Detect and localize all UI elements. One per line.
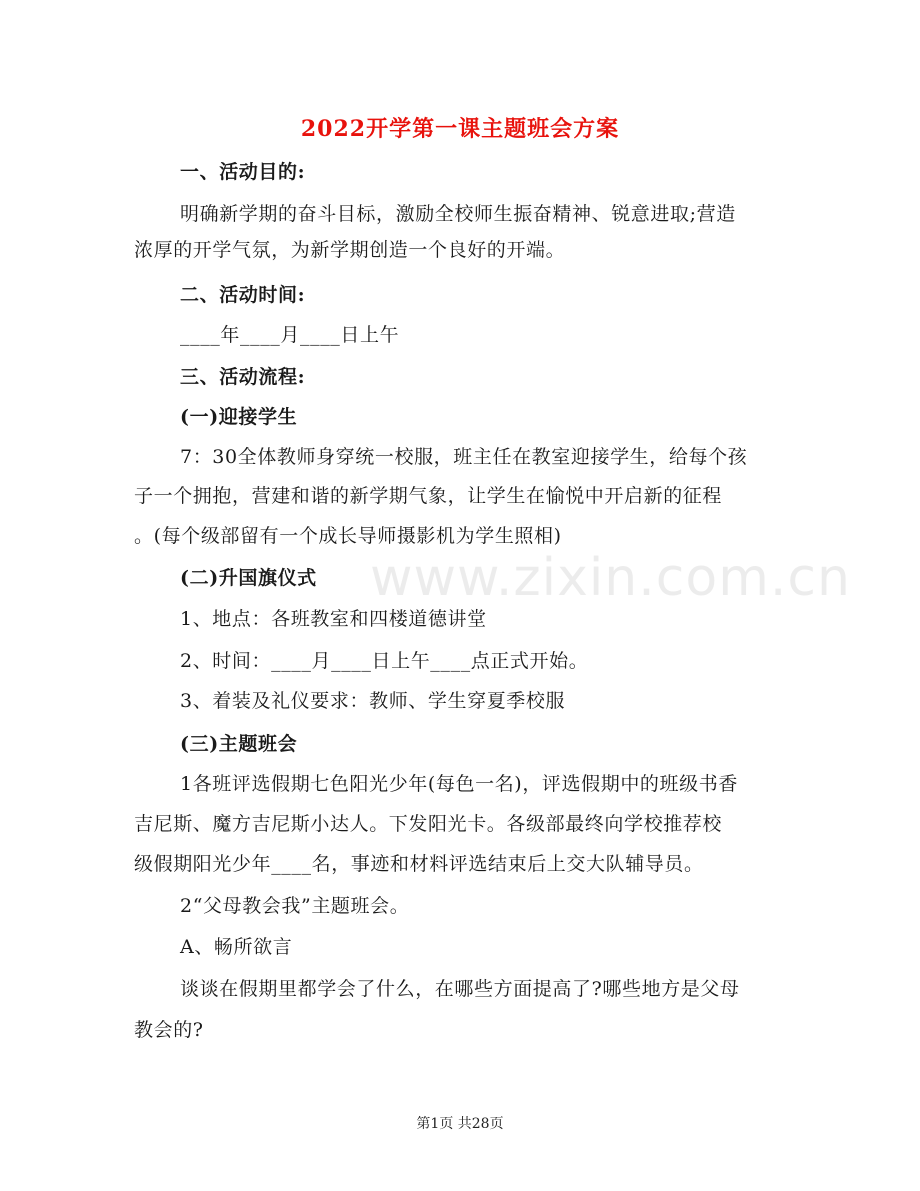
paragraph-line: 1各班评选假期七色阳光少年(每色一名)，评选假期中的班级书香 bbox=[180, 773, 738, 795]
paragraph-line: ____年____月____日上午 bbox=[180, 324, 400, 346]
paragraph-line: 级假期阳光少年____名，事迹和材料评选结束后上交大队辅导员。 bbox=[134, 853, 704, 875]
paragraph-line: 明确新学期的奋斗目标，激励全校师生振奋精神、锐意进取;营造 bbox=[180, 203, 736, 225]
subsection-heading-class-meeting: (三)主题班会 bbox=[180, 733, 298, 755]
section-heading-process: 三、活动流程: bbox=[180, 366, 306, 388]
paragraph-line: 2“父母教会我”主题班会。 bbox=[180, 895, 410, 917]
paragraph-line: 子一个拥抱，营建和谐的新学期气象，让学生在愉悦中开启新的征程 bbox=[134, 485, 723, 507]
paragraph-line: A、畅所欲言 bbox=[180, 936, 293, 958]
watermark: www.zixin.com.cn bbox=[370, 548, 851, 608]
subsection-heading-greet: (一)迎接学生 bbox=[180, 406, 298, 428]
paragraph-line: 7：30全体教师身穿统一校服，班主任在教室迎接学生，给每个孩 bbox=[180, 446, 748, 468]
subsection-heading-flag: (二)升国旗仪式 bbox=[180, 567, 317, 589]
paragraph-line: 2、时间：____月____日上午____点正式开始。 bbox=[180, 650, 589, 672]
paragraph-line: 3、着装及礼仪要求：教师、学生穿夏季校服 bbox=[180, 690, 566, 712]
paragraph-line: 教会的? bbox=[134, 1019, 204, 1041]
document-title: 2022开学第一课主题班会方案 bbox=[300, 116, 620, 142]
paragraph-line: 谈谈在假期里都学会了什么，在哪些方面提高了?哪些地方是父母 bbox=[180, 978, 740, 1000]
section-heading-time: 二、活动时间: bbox=[180, 284, 306, 306]
section-heading-purpose: 一、活动目的: bbox=[180, 161, 306, 183]
paragraph-line: 。(每个级部留有一个成长导师摄影机为学生照相) bbox=[134, 525, 562, 547]
paragraph-line: 吉尼斯、魔方吉尼斯小达人。下发阳光卡。各级部最终向学校推荐校 bbox=[134, 813, 723, 835]
paragraph-line: 浓厚的开学气氛，为新学期创造一个良好的开端。 bbox=[134, 239, 566, 261]
paragraph-line: 1、地点：各班教室和四楼道德讲堂 bbox=[180, 608, 487, 630]
page-footer: 第1页 共28页 bbox=[416, 1116, 504, 1132]
